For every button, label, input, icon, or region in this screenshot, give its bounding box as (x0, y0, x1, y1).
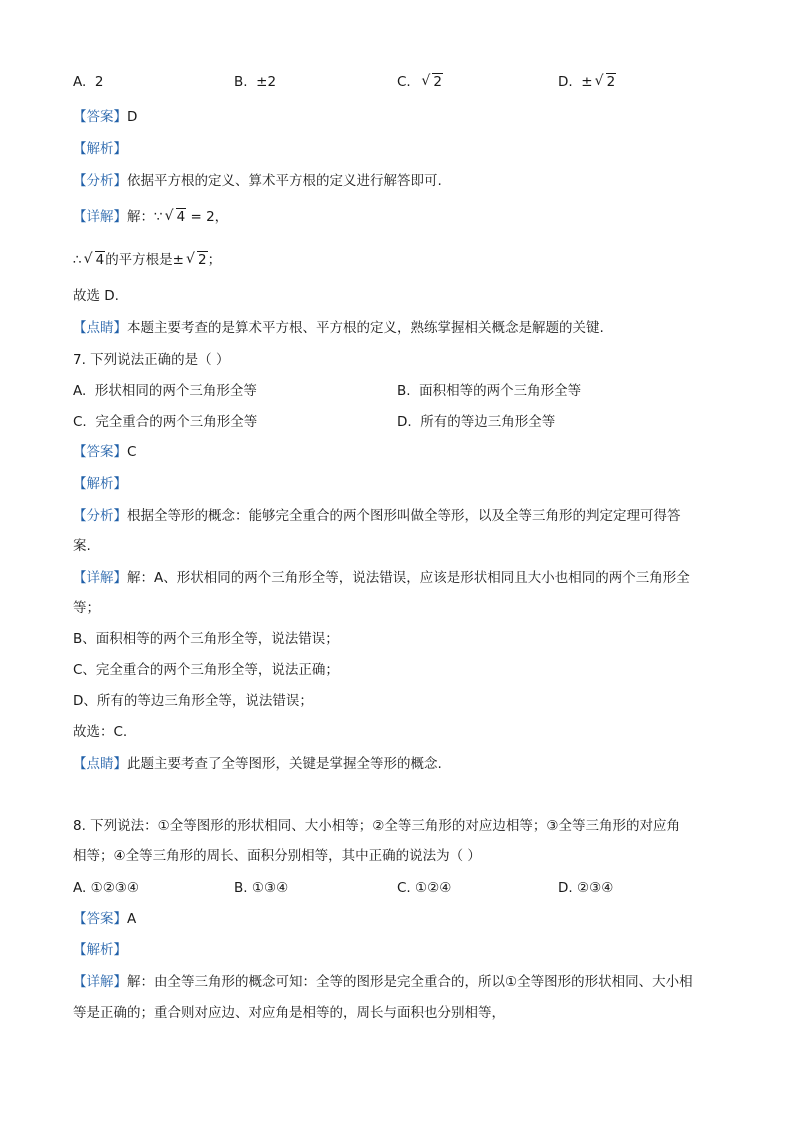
therefore-symbol: ∴ (73, 252, 82, 268)
q7-detail-c (73, 660, 339, 680)
q8-analysis-tag (73, 940, 127, 960)
option-text: 面积相等的两个三角形全等 (419, 383, 582, 399)
detail-text: 等是正确的；重合则对应边、对应角是相等的，周长与面积也分别相等， (73, 1005, 505, 1021)
q7-choose (73, 722, 127, 742)
radical-sign: √ (164, 208, 174, 224)
choose-text: 故选：C. (73, 724, 128, 740)
q7-fenxi-cont (73, 536, 91, 556)
detail-text: = 2， (190, 209, 229, 225)
detail-text: 的平方根是± (105, 252, 184, 268)
sqrt-expression (165, 207, 187, 227)
option-letter: B. (234, 880, 248, 896)
radical-sign: √ (421, 73, 431, 89)
q7-answer (73, 442, 136, 462)
q6-option-d (558, 72, 616, 92)
answer-value: D (127, 109, 138, 125)
q8-stem (73, 816, 680, 836)
option-letter: D. (558, 880, 573, 896)
q6-analysis-tag (73, 139, 127, 159)
radicand: 2 (606, 74, 616, 90)
q6-option-b (234, 72, 276, 92)
analysis-tag: 【解析】 (73, 476, 127, 492)
option-letter: C. (73, 414, 87, 430)
radicand: 2 (433, 74, 442, 90)
detail-tag: 【详解】 (73, 570, 127, 586)
question-stem: 相等；④全等三角形的周长、面积分别相等，其中正确的说法为（ ） (73, 848, 481, 864)
q7-stem (73, 350, 229, 370)
option-letter: A. (73, 74, 87, 90)
q7-option-b (397, 381, 581, 401)
answer-tag: 【答案】 (73, 911, 127, 927)
radicand: 4 (95, 252, 105, 268)
option-letter: A. (73, 880, 87, 896)
q7-detail-d (73, 691, 313, 711)
q8-option-c (397, 878, 451, 898)
q8-option-a (73, 878, 139, 898)
detail-text: B、面积相等的两个三角形全等，说法错误； (73, 631, 339, 647)
option-text: ①②③④ (90, 880, 140, 896)
detail-tag: 【详解】 (73, 974, 127, 990)
sqrt-expression (421, 72, 443, 92)
option-text: 2 (94, 74, 104, 90)
q7-dianjing (73, 754, 442, 774)
detail-text: D、所有的等边三角形全等，说法错误； (73, 693, 313, 709)
detail-tag: 【详解】 (73, 209, 127, 225)
option-text: ①③④ (251, 880, 289, 896)
answer-tag: 【答案】 (73, 444, 127, 460)
option-letter: B. (397, 383, 411, 399)
option-text: ± (581, 74, 593, 90)
dianjing-tag: 【点睛】 (73, 756, 127, 772)
analysis-tag: 【解析】 (73, 942, 127, 958)
option-text: 形状相同的两个三角形全等 (94, 383, 257, 399)
option-letter: B. (234, 74, 248, 90)
q7-detail (73, 568, 690, 588)
q7-fenxi (73, 506, 681, 526)
option-text: 完全重合的两个三角形全等 (95, 414, 258, 430)
q6-option-a (73, 72, 103, 92)
fenxi-tag: 【分析】 (73, 508, 127, 524)
q6-dianjing (73, 318, 604, 338)
q8-detail-cont (73, 1003, 505, 1023)
sqrt-expression (595, 72, 617, 92)
q7-option-c (73, 412, 257, 432)
option-letter: C. (397, 74, 411, 90)
question-stem: 8. 下列说法：①全等图形的形状相同、大小相等；②全等三角形的对应边相等；③全等三角形的对应角 (73, 818, 680, 834)
answer-tag: 【答案】 (73, 109, 127, 125)
choose-text: 故选 D. (73, 288, 119, 304)
q7-detail-b (73, 629, 339, 649)
detail-text: ； (207, 252, 222, 268)
q8-option-d (558, 878, 613, 898)
option-letter: C. (397, 880, 411, 896)
fenxi-text: 依据平方根的定义、算术平方根的定义进行解答即可. (127, 173, 442, 189)
fenxi-tag: 【分析】 (73, 173, 127, 189)
detail-text: 等； (73, 600, 100, 616)
detail-text: C、完全重合的两个三角形全等，说法正确； (73, 662, 339, 678)
answer-value: C (127, 444, 137, 460)
option-text: 所有的等边三角形全等 (420, 414, 556, 430)
radical-sign: √ (594, 73, 604, 89)
fenxi-text: 根据全等形的概念：能够完全重合的两个图形叫做全等形，以及全等三角形的判定定理可得答 (127, 508, 681, 524)
q8-option-b (234, 878, 288, 898)
fenxi-text: 案. (73, 538, 91, 554)
q6-fenxi (73, 171, 442, 191)
q8-answer (73, 909, 136, 929)
option-text: ①②④ (415, 880, 452, 896)
q6-detail-line2 (73, 250, 221, 270)
radical-sign: √ (186, 251, 195, 267)
answer-value: A (127, 911, 137, 927)
sqrt-expression (84, 250, 106, 270)
dianjing-text: 此题主要考查了全等图形，关键是掌握全等形的概念. (127, 756, 442, 772)
q7-option-d (397, 412, 555, 432)
option-letter: D. (558, 74, 573, 90)
q6-option-c (397, 72, 443, 92)
q6-detail (73, 207, 228, 227)
sqrt-expression (186, 250, 208, 270)
option-letter: D. (397, 414, 412, 430)
radicand: 4 (176, 209, 186, 225)
q7-detail-cont (73, 598, 100, 618)
detail-text: 解：∵ (127, 209, 163, 225)
option-letter: A. (73, 383, 87, 399)
detail-text: 解：A、形状相同的两个三角形全等，说法错误，应该是形状相同且大小也相同的两个三角形全 (127, 570, 690, 586)
detail-text: 解：由全等三角形的概念可知：全等的图形是完全重合的，所以①全等图形的形状相同、大小相 (127, 974, 693, 990)
q7-option-a (73, 381, 257, 401)
option-text: ②③④ (576, 880, 614, 896)
q8-detail (73, 972, 693, 992)
q6-choose (73, 286, 119, 306)
q6-answer (73, 107, 137, 127)
option-text: ±2 (256, 74, 277, 90)
q7-analysis-tag (73, 474, 127, 494)
question-stem: 7. 下列说法正确的是（ ） (73, 352, 230, 368)
radical-sign: √ (83, 251, 93, 267)
dianjing-text: 本题主要考查的是算术平方根、平方根的定义，熟练掌握相关概念是解题的关键. (127, 320, 604, 336)
analysis-tag: 【解析】 (73, 141, 127, 157)
q8-stem-cont (73, 846, 481, 866)
dianjing-tag: 【点睛】 (73, 320, 127, 336)
radicand: 2 (198, 252, 207, 268)
